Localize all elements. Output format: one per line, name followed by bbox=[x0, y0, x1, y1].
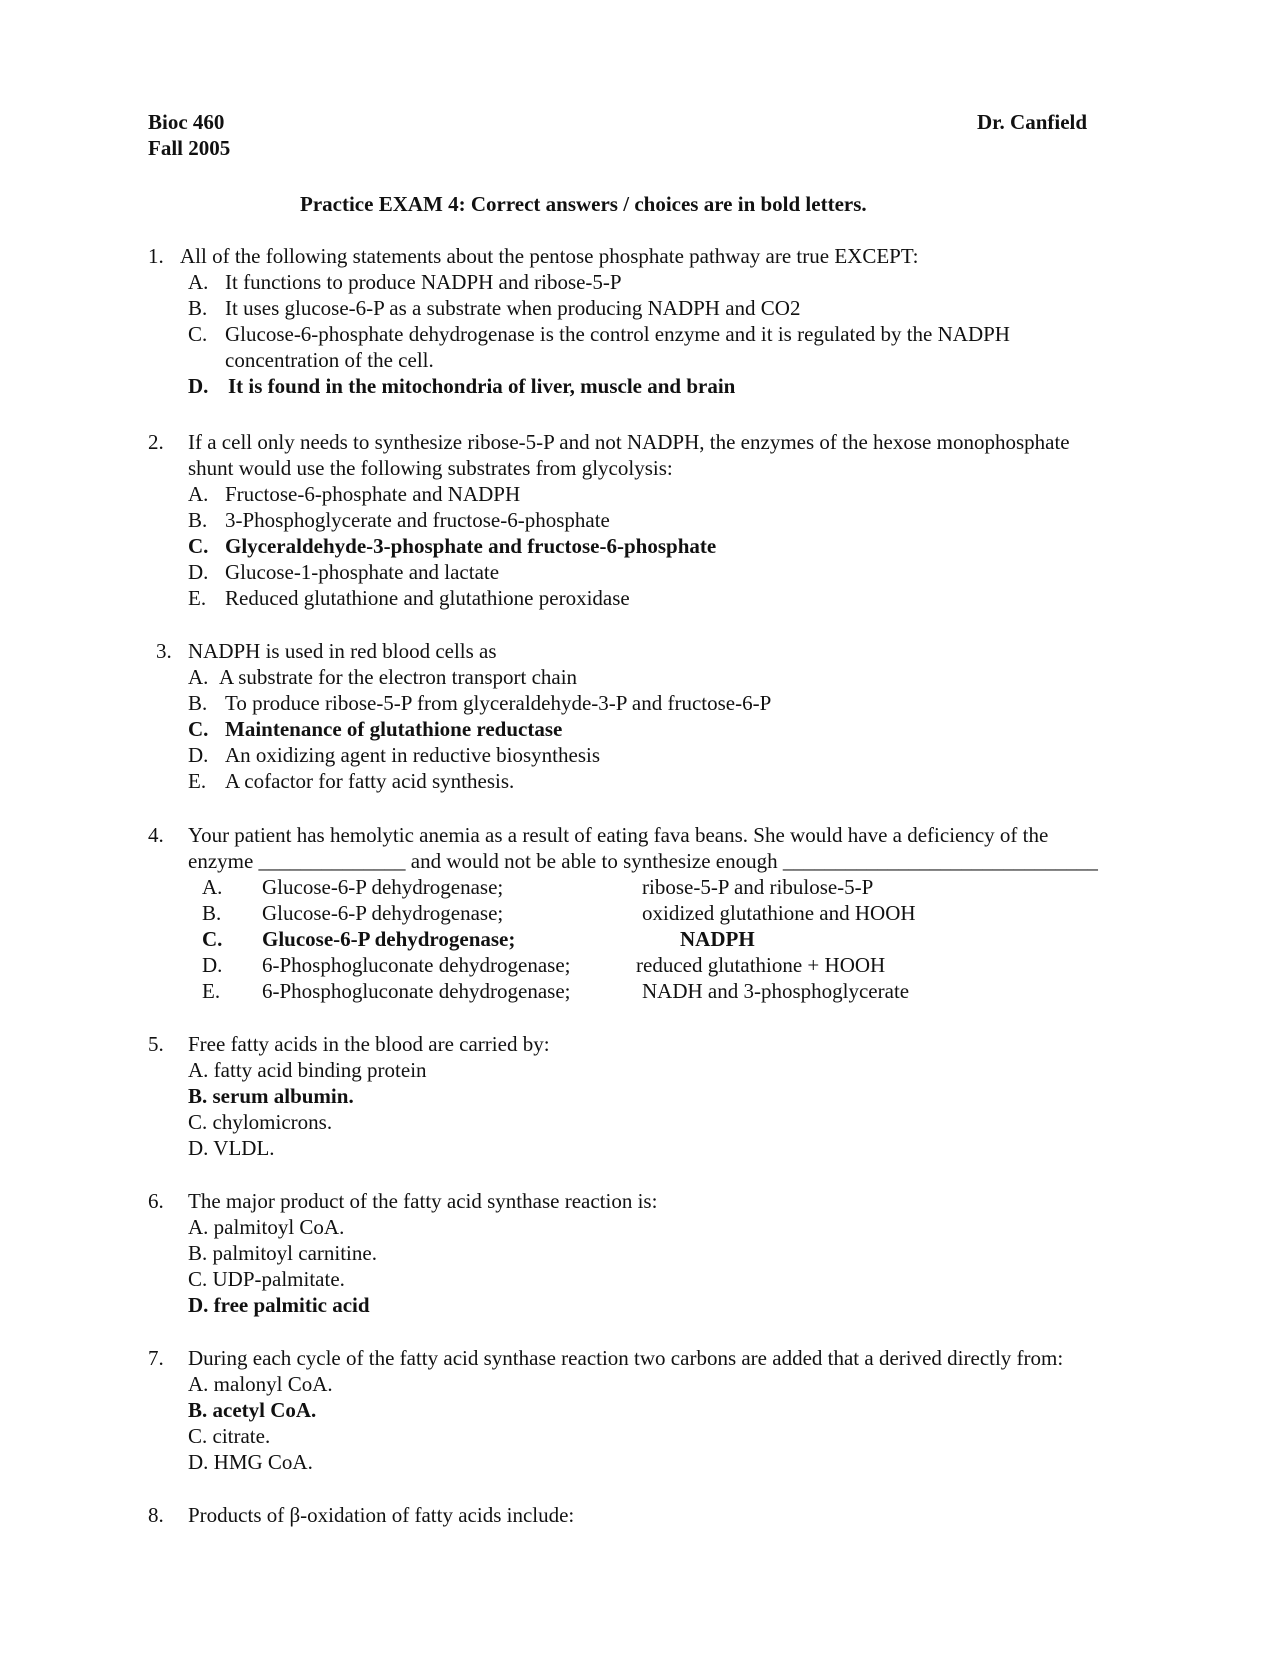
option-text: D. VLDL. bbox=[188, 1136, 275, 1160]
option-text: Glucose-6-phosphate dehydrogenase is the control enzyme and it is regulated by the NADPH bbox=[225, 322, 1010, 346]
option-text: A. fatty acid binding protein bbox=[188, 1058, 427, 1082]
option-text: A substrate for the electron transport chain bbox=[219, 665, 578, 689]
option-text-correct: It is found in the mitochondria of liver, muscle and brain bbox=[228, 374, 736, 398]
option-text-correct: Maintenance of glutathione reductase bbox=[225, 717, 563, 741]
option-text: A. palmitoyl CoA. bbox=[188, 1215, 345, 1239]
option-letter: B. bbox=[188, 508, 208, 532]
question-stem-continued: shunt would use the following substrates from glycolysis: bbox=[188, 456, 673, 480]
question-number: 3. bbox=[156, 639, 172, 663]
option-text: C. citrate. bbox=[188, 1424, 271, 1448]
question-stem: All of the following statements about the pentose phosphate pathway are true EXCEPT: bbox=[180, 244, 919, 268]
option-text: A cofactor for fatty acid synthesis. bbox=[225, 769, 515, 793]
question-stem: Free fatty acids in the blood are carried by: bbox=[188, 1032, 550, 1056]
question-number: 1. bbox=[148, 244, 164, 268]
option-letter: D. bbox=[202, 953, 223, 977]
option-product: NADH and 3-phosphoglycerate bbox=[642, 979, 910, 1003]
option-letter: A. bbox=[202, 875, 223, 899]
option-text: Reduced glutathione and glutathione peroxidase bbox=[225, 586, 630, 610]
option-letter: C. bbox=[188, 322, 208, 346]
option-text: It functions to produce NADPH and ribose-5-P bbox=[225, 270, 622, 294]
question-number: 6. bbox=[148, 1189, 164, 1213]
question-stem: The major product of the fatty acid synthase reaction is: bbox=[188, 1189, 658, 1213]
option-letter-correct: C. bbox=[188, 717, 209, 741]
option-letter: B. bbox=[188, 691, 208, 715]
option-text: Fructose-6-phosphate and NADPH bbox=[225, 482, 521, 506]
option-text: C. UDP-palmitate. bbox=[188, 1267, 345, 1291]
question-stem: Your patient has hemolytic anemia as a result of eating fava beans. She would have a deficiency of the bbox=[188, 823, 1049, 847]
option-text: An oxidizing agent in reductive biosynthesis bbox=[225, 743, 601, 767]
question-stem: If a cell only needs to synthesize ribose-5-P and not NADPH, the enzymes of the hexose monophosphate bbox=[188, 430, 1070, 454]
option-letter: E. bbox=[188, 769, 207, 793]
option-enzyme-correct: Glucose-6-P dehydrogenase; bbox=[262, 927, 516, 951]
option-text-continued: concentration of the cell. bbox=[225, 348, 434, 372]
option-text-correct: B. acetyl CoA. bbox=[188, 1398, 317, 1422]
option-letter-correct: C. bbox=[202, 927, 223, 951]
option-text-correct: Glyceraldehyde-3-phosphate and fructose-6-phosphate bbox=[225, 534, 717, 558]
question-stem: Products of β-oxidation of fatty acids include: bbox=[188, 1503, 575, 1527]
option-letter: B. bbox=[188, 296, 208, 320]
term-label: Fall 2005 bbox=[148, 136, 231, 160]
option-letter-correct: D. bbox=[188, 374, 209, 398]
option-text: A. malonyl CoA. bbox=[188, 1372, 333, 1396]
option-enzyme: Glucose-6-P dehydrogenase; bbox=[262, 901, 504, 925]
question-number: 4. bbox=[148, 823, 164, 847]
course-label: Bioc 460 bbox=[148, 110, 225, 134]
option-letter: A. bbox=[188, 665, 209, 689]
option-product-correct: NADPH bbox=[680, 927, 755, 951]
option-letter: D. bbox=[188, 560, 209, 584]
option-letter: E. bbox=[188, 586, 207, 610]
option-enzyme: 6-Phosphogluconate dehydrogenase; bbox=[262, 953, 571, 977]
option-product: reduced glutathione + HOOH bbox=[636, 953, 886, 977]
option-letter: D. bbox=[188, 743, 209, 767]
option-text: B. palmitoyl carnitine. bbox=[188, 1241, 377, 1265]
option-text: To produce ribose-5-P from glyceraldehyde-3-P and fructose-6-P bbox=[225, 691, 772, 715]
question-stem: During each cycle of the fatty acid synthase reaction two carbons are added that a derived directly from: bbox=[188, 1346, 1064, 1370]
option-letter: E. bbox=[202, 979, 221, 1003]
question-stem: NADPH is used in red blood cells as bbox=[188, 639, 497, 663]
option-letter: A. bbox=[188, 270, 209, 294]
instructor-label: Dr. Canfield bbox=[977, 110, 1088, 134]
question-number: 8. bbox=[148, 1503, 164, 1527]
option-product: oxidized glutathione and HOOH bbox=[642, 901, 916, 925]
question-stem-continued: enzyme ______________ and would not be able to synthesize enough ______________________________ bbox=[188, 849, 1098, 873]
question-number: 5. bbox=[148, 1032, 164, 1056]
option-enzyme: Glucose-6-P dehydrogenase; bbox=[262, 875, 504, 899]
option-text-correct: D. free palmitic acid bbox=[188, 1293, 370, 1317]
option-enzyme: 6-Phosphogluconate dehydrogenase; bbox=[262, 979, 571, 1003]
option-text-correct: B. serum albumin. bbox=[188, 1084, 354, 1108]
option-text: Glucose-1-phosphate and lactate bbox=[225, 560, 500, 584]
question-number: 7. bbox=[148, 1346, 164, 1370]
option-text: 3-Phosphoglycerate and fructose-6-phosphate bbox=[225, 508, 610, 532]
option-text: D. HMG CoA. bbox=[188, 1450, 313, 1474]
option-text: It uses glucose-6-P as a substrate when producing NADPH and CO2 bbox=[225, 296, 801, 320]
option-letter: B. bbox=[202, 901, 222, 925]
option-letter-correct: C. bbox=[188, 534, 209, 558]
exam-title: Practice EXAM 4: Correct answers / choices are in bold letters. bbox=[300, 192, 867, 216]
option-letter: A. bbox=[188, 482, 209, 506]
question-number: 2. bbox=[148, 430, 164, 454]
option-text: C. chylomicrons. bbox=[188, 1110, 333, 1134]
option-product: ribose-5-P and ribulose-5-P bbox=[642, 875, 874, 899]
